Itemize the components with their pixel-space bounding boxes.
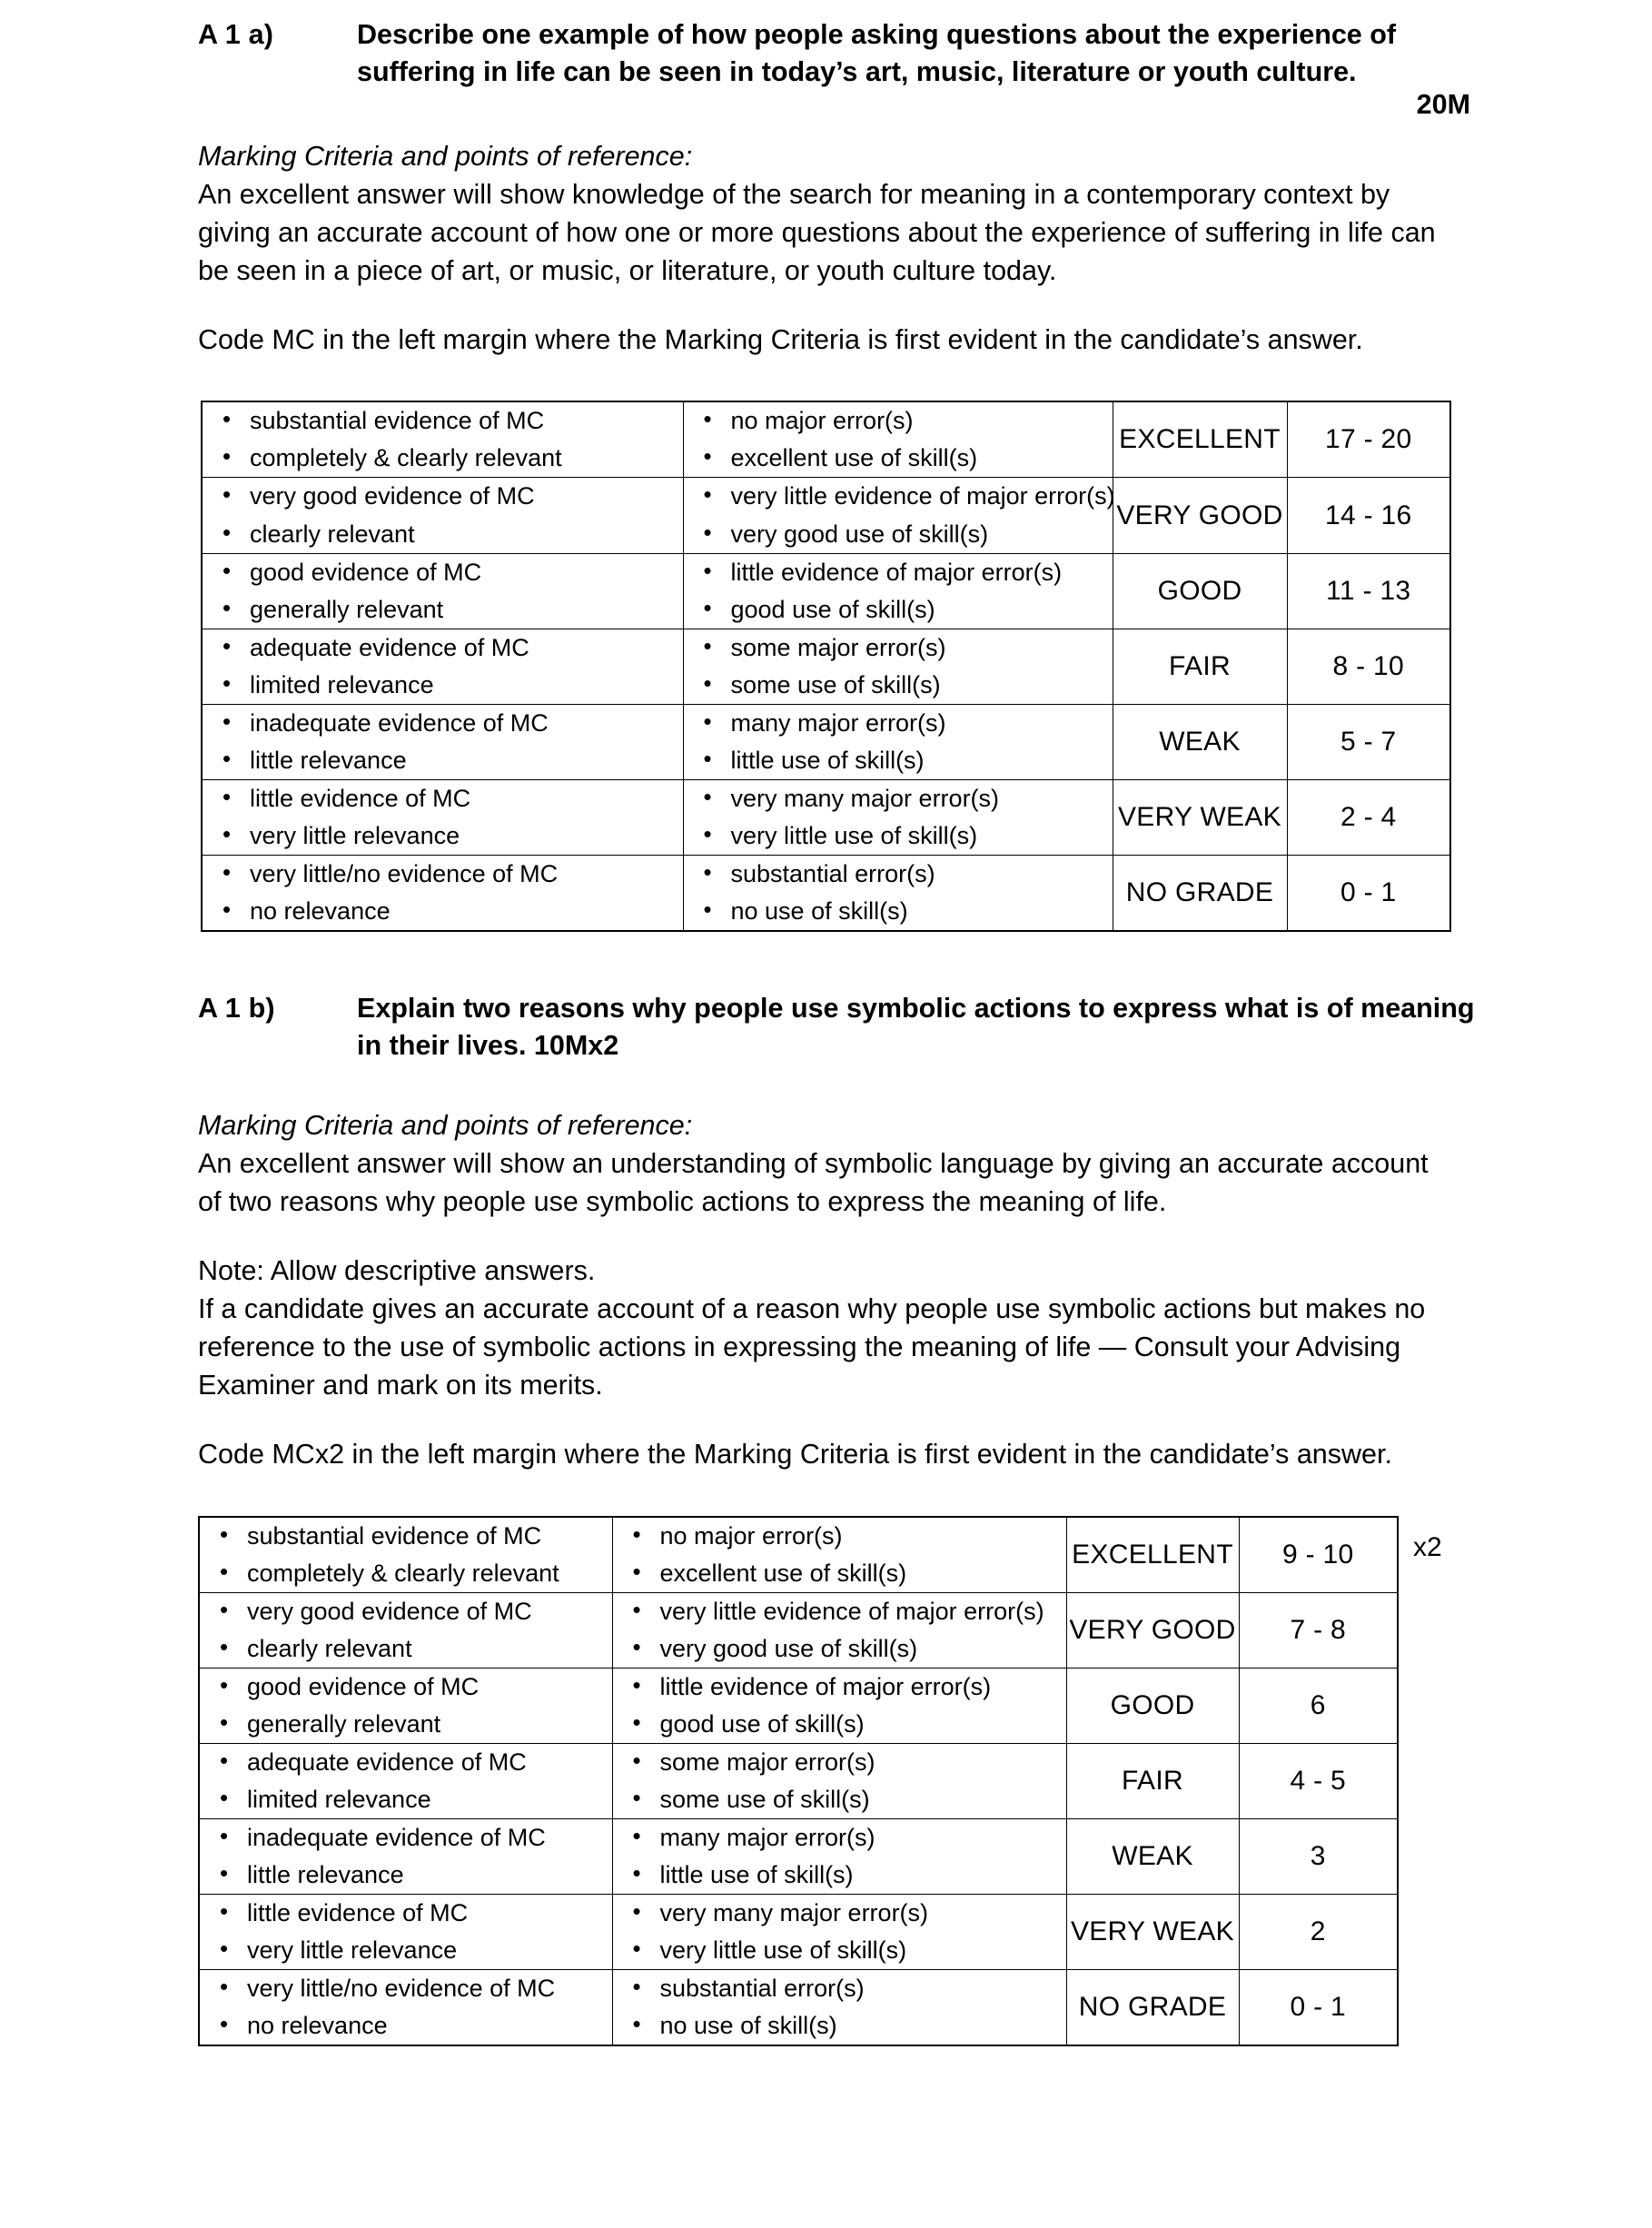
question-a-code-instruction: Code MC in the left margin where the Marking Criteria is first evident in the candidate’s answer. [198,324,1363,356]
mark-range-cell: 6 [1239,1668,1398,1743]
criteria-item: • no use of skill(s) [613,2007,1066,2045]
criteria-item: • excellent use of skill(s) [613,1555,1066,1592]
criteria-item: • some use of skill(s) [684,667,1113,704]
question-b-note-line: Note: Allow descriptive answers. [198,1255,596,1287]
grade-label-cell: VERY WEAK [1113,779,1287,855]
criteria-left-cell [199,1592,612,1668]
mark-range-cell: 4 - 5 [1239,1743,1398,1818]
criteria-item: • good evidence of MC [200,1669,612,1706]
table-row [202,478,1450,553]
criteria-right-list [613,1669,1066,1743]
criteria-right-list [613,1518,1066,1592]
criteria-item: • little evidence of MC [203,780,683,817]
criteria-left-cell [202,855,683,931]
table-row [199,1894,1398,1969]
criteria-left-list [203,402,683,477]
criteria-item: • good evidence of MC [203,554,683,591]
criteria-left-list [203,705,683,779]
criteria-item: • no relevance [200,2007,612,2045]
spacer-top [0,0,1652,16]
grading-table-1-body [202,401,1450,930]
question-b-heading [0,990,1652,1064]
criteria-item: • no use of skill(s) [684,893,1113,930]
criteria-left-cell [199,1894,612,1969]
criteria-right-cell [683,855,1113,931]
criteria-right-cell [612,1517,1066,1593]
criteria-left-cell [199,1743,612,1818]
grade-label-cell: NO GRADE [1113,855,1287,931]
criteria-item: • clearly relevant [203,516,683,553]
criteria-left-cell [202,401,683,478]
spacer-b-2 [0,1221,1652,1252]
question-b-note-body: If a candidate gives an accurate account of a reason why people use symbolic actions but makes no reference to the use of symbolic actions in expressing the meaning of life — Consult your Advising Examiner and mark on its merits. [198,1293,1426,1401]
criteria-item: • inadequate evidence of MC [200,1819,612,1857]
criteria-item: • little evidence of MC [200,1895,612,1932]
criteria-right-list [613,1895,1066,1969]
criteria-right-list [684,554,1113,629]
criteria-left-list [200,1518,612,1592]
criteria-right-cell [612,1668,1066,1743]
criteria-item: • very little/no evidence of MC [200,1970,612,2007]
criteria-item: • very many major error(s) [613,1895,1066,1932]
criteria-item: • little use of skill(s) [613,1857,1066,1894]
criteria-item: • very good use of skill(s) [684,516,1113,553]
criteria-right-cell [683,401,1113,478]
mark-range-cell: 8 - 10 [1287,629,1450,704]
criteria-right-cell [612,1592,1066,1668]
criteria-right-list [613,1593,1066,1668]
criteria-right-cell [683,779,1113,855]
question-a-criteria-heading: Marking Criteria and points of reference: [198,141,693,173]
grading-table-1 [201,401,1451,931]
table-row [202,779,1450,855]
criteria-left-cell [199,1818,612,1894]
criteria-right-list [613,1819,1066,1894]
table-row [202,704,1450,779]
criteria-right-cell [683,629,1113,704]
question-a-text: Describe one example of how people asking questions about the experience of suffering in life can be seen in today’s art, music, literature or youth culture. [357,19,1397,88]
criteria-right-list [684,780,1113,855]
grade-label-cell: GOOD [1066,1668,1239,1743]
criteria-right-cell [612,1818,1066,1894]
criteria-right-list [684,402,1113,477]
criteria-item: • some major error(s) [613,1744,1066,1781]
criteria-left-list [203,554,683,629]
grade-label-cell: VERY GOOD [1113,478,1287,553]
mark-range-cell: 11 - 13 [1287,553,1450,629]
criteria-item: • very good use of skill(s) [613,1630,1066,1668]
criteria-item: • very good evidence of MC [200,1593,612,1630]
question-a-marks: 20M [1416,89,1470,121]
criteria-item: • no major error(s) [684,402,1113,440]
criteria-left-list [203,856,683,930]
criteria-left-cell [202,478,683,553]
grading-table-2-wrapper [0,1516,1652,2046]
criteria-left-list [200,1593,612,1668]
table-row [199,1592,1398,1668]
question-b-code-instruction: Code MCx2 in the left margin where the Marking Criteria is first evident in the candidate’s answer. [198,1439,1392,1470]
criteria-right-cell [683,478,1113,553]
criteria-item: • substantial error(s) [613,1970,1066,2007]
question-a-heading [0,16,1652,91]
criteria-right-list [613,1744,1066,1818]
mark-range-cell: 3 [1239,1818,1398,1894]
criteria-item: • little use of skill(s) [684,742,1113,779]
criteria-left-cell [202,629,683,704]
criteria-left-list [203,780,683,855]
criteria-left-cell [199,1668,612,1743]
grading-table-2-multiplier: x2 [1413,1531,1442,1562]
criteria-item: • many major error(s) [684,705,1113,742]
criteria-item: • substantial evidence of MC [200,1518,612,1555]
criteria-item: • little evidence of major error(s) [613,1669,1066,1706]
grade-label-cell: WEAK [1066,1818,1239,1894]
grading-table-2 [198,1516,1399,2046]
criteria-item: • very little use of skill(s) [613,1932,1066,1969]
mark-range-cell: 17 - 20 [1287,401,1450,478]
criteria-right-cell [683,704,1113,779]
criteria-item: • generally relevant [200,1706,612,1743]
criteria-left-list [203,478,683,552]
criteria-item: • little relevance [200,1857,612,1894]
grading-table-2-body [199,1517,1398,2045]
question-b-code: A 1 b) [198,992,275,1024]
criteria-item: • little evidence of major error(s) [684,554,1113,591]
grade-label-cell: FAIR [1066,1743,1239,1818]
criteria-right-list [684,478,1113,552]
question-b-criteria-body: An excellent answer will show an understanding of symbolic language by giving an accurate account of two reasons why people use symbolic actions to express the meaning of life. [198,1147,1429,1218]
mark-range-cell: 0 - 1 [1287,855,1450,931]
criteria-right-cell [612,1743,1066,1818]
criteria-item: • very little relevance [203,817,683,855]
table-row [202,629,1450,704]
criteria-right-list [613,1970,1066,2045]
criteria-left-list [200,1669,612,1743]
spacer-b-0b [0,974,1652,990]
criteria-item: • very little use of skill(s) [684,817,1113,855]
mark-range-cell: 0 - 1 [1239,1969,1398,2045]
criteria-item: • very good evidence of MC [203,478,683,515]
question-b-text: Explain two reasons why people use symbolic actions to express what is of meaning in their lives. 10Mx2 [357,992,1475,1061]
table-row [202,553,1450,629]
grade-label-cell: GOOD [1113,553,1287,629]
criteria-item: • inadequate evidence of MC [203,705,683,742]
criteria-item: • substantial error(s) [684,856,1113,893]
criteria-item: • no relevance [203,893,683,930]
table-row [199,1969,1398,2045]
criteria-item: • generally relevant [203,591,683,629]
mark-range-cell: 7 - 8 [1239,1592,1398,1668]
criteria-left-list [200,1970,612,2045]
grade-label-cell: VERY WEAK [1066,1894,1239,1969]
criteria-left-list [200,1744,612,1818]
criteria-item: • very little evidence of major error(s) [613,1593,1066,1630]
criteria-item: • substantial evidence of MC [203,402,683,440]
table-row [199,1743,1398,1818]
mark-range-cell: 14 - 16 [1287,478,1450,553]
criteria-left-cell [199,1517,612,1593]
spacer-b-0 [0,932,1652,974]
mark-range-cell: 2 [1239,1894,1398,1969]
spacer-b-1 [0,1064,1652,1106]
criteria-item: • no major error(s) [613,1518,1066,1555]
table-row [202,855,1450,931]
criteria-item: • limited relevance [203,667,683,704]
spacer-a-3 [0,359,1652,401]
spacer-a-1 [0,121,1652,137]
criteria-left-cell [202,779,683,855]
criteria-item: • very little relevance [200,1932,612,1969]
grade-label-cell: EXCELLENT [1066,1517,1239,1593]
grade-label-cell: WEAK [1113,704,1287,779]
criteria-left-list [203,629,683,704]
mark-range-cell: 9 - 10 [1239,1517,1398,1593]
criteria-item: • good use of skill(s) [613,1706,1066,1743]
grade-label-cell: NO GRADE [1066,1969,1239,2045]
question-b-criteria-heading: Marking Criteria and points of reference: [198,1109,693,1141]
criteria-item: • good use of skill(s) [684,591,1113,629]
grade-label-cell: VERY GOOD [1066,1592,1239,1668]
grading-table-1-wrapper [0,401,1652,931]
criteria-right-list [684,705,1113,779]
mark-range-cell: 2 - 4 [1287,779,1450,855]
criteria-left-cell [202,704,683,779]
grade-label-cell: FAIR [1113,629,1287,704]
table-row [202,401,1450,478]
mark-range-cell: 5 - 7 [1287,704,1450,779]
criteria-left-list [200,1819,612,1894]
criteria-item: • very many major error(s) [684,780,1113,817]
question-a-criteria-body: An excellent answer will show knowledge of the search for meaning in a contemporary context by giving an accurate account of how one or more questions about the experience of suffering in life can be seen in a piece of art, or music, or literature, or youth culture today. [198,179,1436,287]
table-row [199,1668,1398,1743]
criteria-item: • limited relevance [200,1781,612,1818]
criteria-item: • little relevance [203,742,683,779]
criteria-item: • very little evidence of major error(s) [684,478,1113,515]
criteria-left-cell [202,553,683,629]
criteria-left-list [200,1895,612,1969]
grade-label-cell: EXCELLENT [1113,401,1287,478]
spacer-b-4 [0,1474,1652,1516]
criteria-item: • excellent use of skill(s) [684,440,1113,477]
criteria-item: • some major error(s) [684,629,1113,667]
criteria-right-list [684,629,1113,704]
table-row [199,1517,1398,1593]
criteria-right-cell [612,1894,1066,1969]
criteria-item: • very little/no evidence of MC [203,856,683,893]
table-row [199,1818,1398,1894]
criteria-item: • many major error(s) [613,1819,1066,1857]
criteria-item: • adequate evidence of MC [200,1744,612,1781]
criteria-item: • some use of skill(s) [613,1781,1066,1818]
criteria-item: • completely & clearly relevant [200,1555,612,1592]
spacer-a-2 [0,290,1652,321]
criteria-item: • completely & clearly relevant [203,440,683,477]
question-a-code: A 1 a) [198,19,274,50]
spacer-b-3 [0,1404,1652,1435]
criteria-item: • clearly relevant [200,1630,612,1668]
criteria-right-cell [683,553,1113,629]
criteria-item: • adequate evidence of MC [203,629,683,667]
criteria-right-cell [612,1969,1066,2045]
criteria-left-cell [199,1969,612,2045]
criteria-right-list [684,856,1113,930]
